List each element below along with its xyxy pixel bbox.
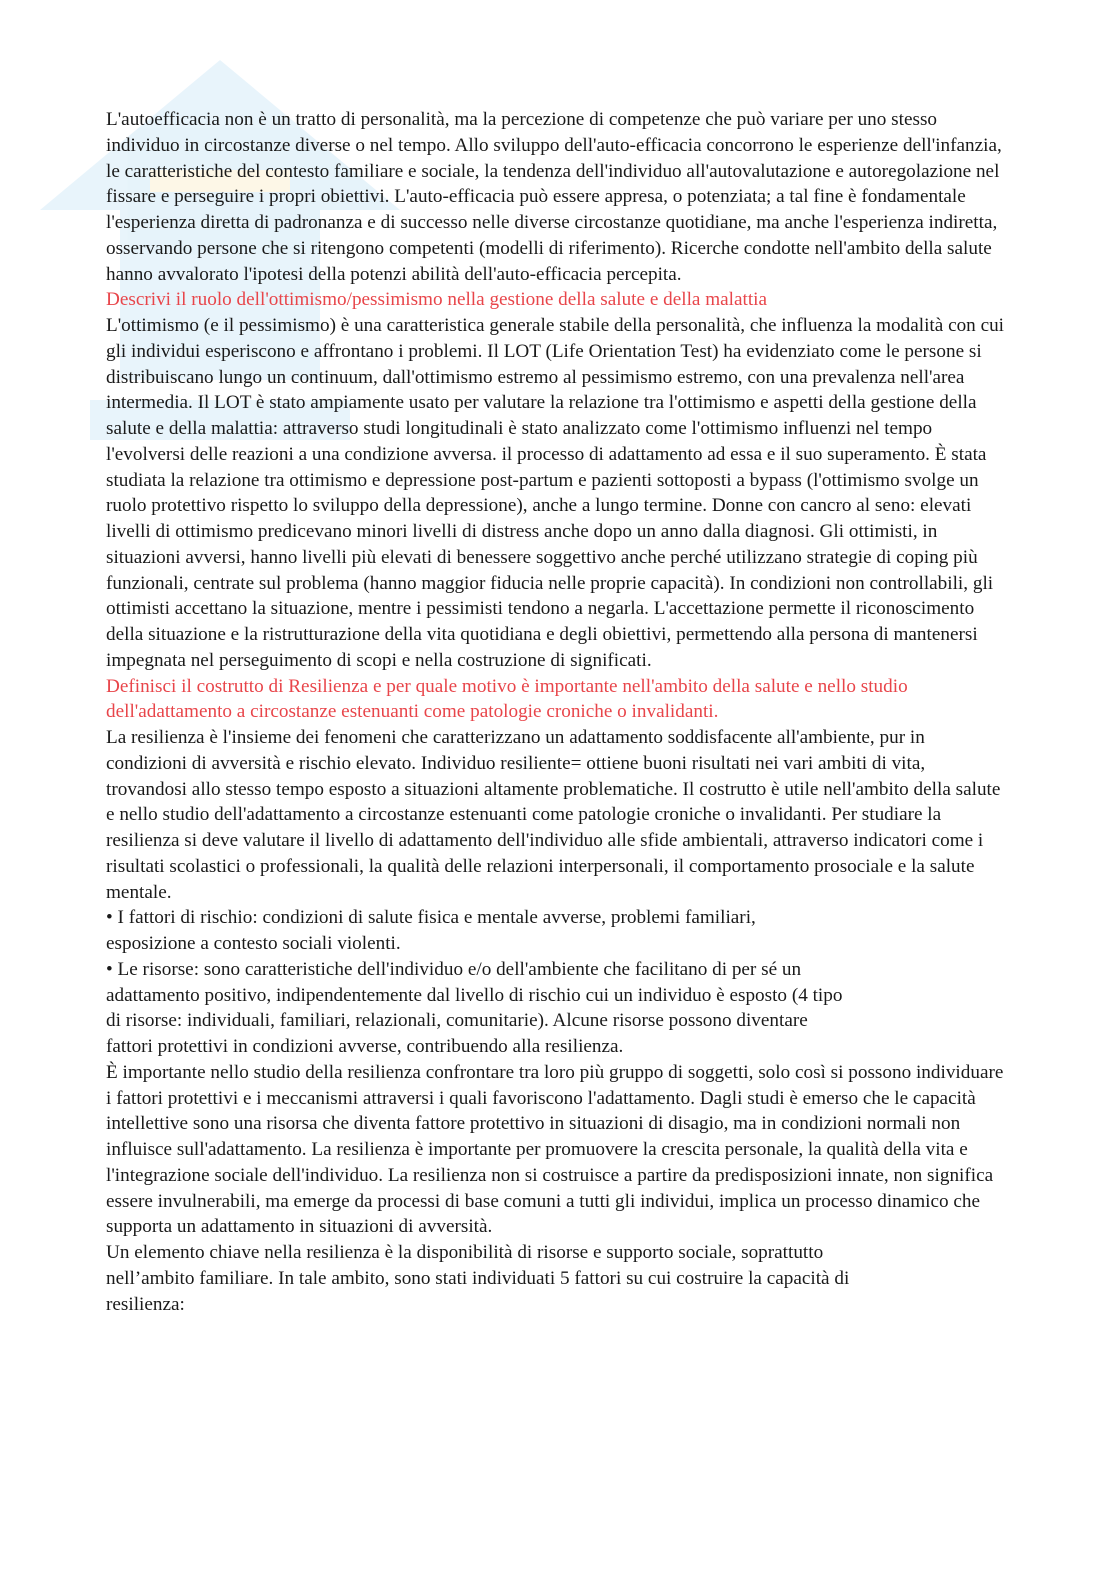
bullet-line: esposizione a contesto sociali violenti. xyxy=(106,933,401,954)
paragraph-ottimismo: L'ottimismo (e il pessimismo) è una caratteristica generale stabile della personalità, che influenza la modalità con cui gli individui esperiscono e affrontano i problemi. Il LOT (Life Orientation Test) ha evidenziato come le persone si distribuiscano lungo un continuum, dall'ottimismo estremo al pessimismo estremo, con una prevalenza nell'area intermedia. Il LOT è stato ampiamente usato per valutare la relazione tra l'ottimismo e aspetti della gestione della salute e della malattia: attraverso studi longitudinali è stato analizzato come l'ottimismo influenzi nel tempo l'evolversi delle reazioni a una condizione avversa. il processo di adattamento ad essa e il suo superamento. È stata studiata la relazione tra ottimismo e depressione post-partum e pazienti sottoposti a bypass (l'ottimismo svolge un ruolo protettivo rispetto lo sviluppo della depressione), anche a lungo termine. Donne con cancro al seno: elevati livelli di ottimismo predicevano minori livelli di distress anche dopo un anno dalla diagnosi. Gli ottimisti, in situazioni avversi, hanno livelli più elevati di benessere soggettivo anche perché utilizzano strategie di coping più funzionali, centrate sul problema (hanno maggior fiducia nelle proprie capacità). In condizioni non controllabili, gli ottimisti accettano la situazione, mentre i pessimisti tendono a negarla. L'accettazione permette il riconoscimento della situazione e la ristrutturazione della vita quotidiana e degli obiettivi, permettendo alla persona di mantenersi impegnata nel perseguimento di scopi e nella costruzione di significati. xyxy=(106,315,1005,671)
bullet-line: • I fattori di rischio: condizioni di salute fisica e mentale avverse, problemi familiari, xyxy=(106,907,756,929)
bullet-line: • Le risorse: sono caratteristiche dell'individuo e/o dell'ambiente che facilitano di per sé un xyxy=(106,958,802,980)
paragraph-elemento-chiave xyxy=(106,1240,1006,1317)
question-resilienza: Definisci il costrutto di Resilienza e per quale motivo è importante nell'ambito della salute e nello studio dell'adattamento a circostanze estenuanti come patologie croniche o invalidanti. xyxy=(106,675,908,723)
bullet-risorse xyxy=(106,957,1006,1060)
paragraph-line: nell’ambito familiare. In tale ambito, sono stati individuati 5 fattori su cui costruire la capacità di xyxy=(106,1267,850,1289)
paragraph-autoefficacia: L'autoefficacia non è un tratto di personalità, ma la percezione di competenze che può variare per uno stesso individuo in circostanze diverse o nel tempo. Allo sviluppo dell'auto-efficacia concorrono le esperienze dell'infanzia, le caratteristiche del contesto familiare e sociale, la tendenza dell'individuo all'autovalutazione e autoregolazione nel fissare e perseguire i propri obiettivi. L'auto-efficacia può essere appresa, o potenziata; a tal fine è fondamentale l'esperienza diretta di padronanza e di successo nelle diverse circostanze quotidiane, ma anche l'esperienza indiretta, osservando persone che si ritengono competenti (modelli di riferimento). Ricerche condotte nell'ambito della salute hanno avvalorato l'ipotesi della potenzi abilità dell'auto-efficacia percepita. xyxy=(106,109,1002,285)
bullet-line: adattamento positivo, indipendentemente dal livello di rischio cui un individuo è esposto (4 tipo xyxy=(106,984,843,1006)
question-ottimismo: Descrivi il ruolo dell'ottimismo/pessimismo nella gestione della salute e della malattia xyxy=(106,289,768,311)
paragraph-confronto-gruppi: È importante nello studio della resilienza confrontare tra loro più gruppo di soggetti, solo così si possono individuare i fattori protettivi e i meccanismi attraversi i quali favoriscono l'adattamento. Dagli studi è emerso che le capacità intellettive sono una risorsa che diventa fattore protettivo in situazioni di disagio, ma in condizioni normali non influisce sull'adattamento. La resilienza è importante per promuovere la crescita personale, la qualità della vita e l'integrazione sociale dell'individuo. La resilienza non si costruisce a partire da predisposizioni innate, non significa essere invulnerabili, ma emerge da processi di base comuni a tutti gli individui, implica un processo dinamico che supporta un adattamento in situazioni di avversità. xyxy=(106,1061,1004,1238)
bullet-fattori-rischio xyxy=(106,905,1006,957)
bullet-line: fattori protettivi in condizioni avverse, contribuendo alla resilienza. xyxy=(106,1036,624,1057)
paragraph-line: Un elemento chiave nella resilienza è la disponibilità di risorse e supporto sociale, soprattutto xyxy=(106,1242,824,1263)
paragraph-line: resilienza: xyxy=(106,1293,185,1315)
paragraph-resilienza: La resilienza è l'insieme dei fenomeni che caratterizzano un adattamento soddisfacente all'ambiente, pur in condizioni di avversità e rischio elevato. Individuo resiliente= ottiene buoni risultati nei vari ambiti di vita, trovandosi allo stesso tempo esposto a situazioni altamente problematiche. Il costrutto è utile nell'ambito della salute e nello studio dell'adattamento a circostanze estenuanti come patologie croniche o invalidanti. Per studiare la resilienza si deve valutare il livello di adattamento dell'individuo alle sfide ambientali, attraverso indicatori come i risultati scolastici o professionali, la qualità delle relazioni interpersonali, il comportamento prosociale e la salute mentale. xyxy=(106,727,1001,903)
document-body xyxy=(106,107,1006,1317)
bullet-line: di risorse: individuali, familiari, relazionali, comunitarie). Alcune risorse possono diventare xyxy=(106,1010,808,1032)
